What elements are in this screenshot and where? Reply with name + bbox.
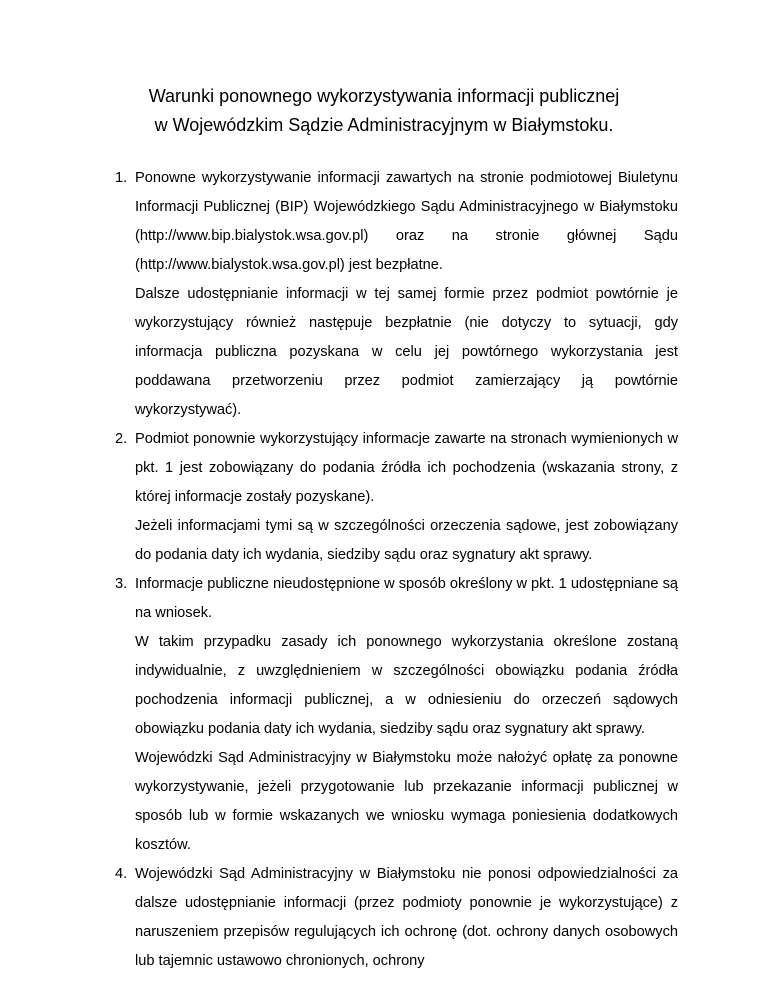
item-3-paragraph-1: Informacje publiczne nieudostępnione w sposób określony w pkt. 1 udostępniane są na wniosek.	[135, 576, 678, 621]
title-line-2: w Wojewódzkim Sądzie Administracyjnym w Białymstoku.	[154, 115, 614, 135]
list-item-1	[102, 164, 678, 425]
item-4-paragraph-1: Wojewódzki Sąd Administracyjny w Białymstoku nie ponosi odpowiedzialności za dalsze udostępnianie informacji (przez podmioty ponownie je wykorzystujące) z naruszeniem przepisów regulujących ich ochronę (dot. ochrony danych osobowych lub tajemnic ustawowo chronionych, ochrony	[135, 866, 678, 969]
item-3-paragraph-3: Wojewódzki Sąd Administracyjny w Białymstoku może nałożyć opłatę za ponowne wykorzystywanie, jeżeli przygotowanie lub przekazanie informacji publicznej w sposób lub w formie wskazanych we wniosku wymaga poniesienia dodatkowych kosztów.	[135, 750, 678, 853]
list-item-3	[102, 570, 678, 860]
document-title	[0, 82, 768, 140]
title-line-1: Warunki ponownego wykorzystywania informacji publicznej	[148, 86, 620, 106]
list-item-4	[102, 860, 678, 976]
item-1-paragraph-1: Ponowne wykorzystywanie informacji zawartych na stronie podmiotowej Biuletynu Informacji Publicznej (BIP) Wojewódzkiego Sądu Administracyjnego w Białymstoku (http://www.bip.bialystok.wsa.gov.pl) oraz na stronie głównej Sądu (http://www.bialystok.wsa.gov.pl) jest bezpłatne.	[135, 170, 678, 273]
item-number: 4.	[115, 866, 128, 882]
item-number: 2.	[115, 431, 128, 447]
list-item-2	[102, 425, 678, 570]
item-2-paragraph-2: Jeżeli informacjami tymi są w szczególności orzeczenia sądowe, jest zobowiązany do podania daty ich wydania, siedziby sądu oraz sygnatury akt sprawy.	[135, 518, 678, 563]
item-3-paragraph-2: W takim przypadku zasady ich ponownego wykorzystania określone zostaną indywidualnie, z uwzględnieniem w szczególności obowiązku podania źródła pochodzenia informacji publicznej, a w odniesieniu do orzeczeń sądowych obowiązku podania daty ich wydania, siedziby sądu oraz sygnatury akt sprawy.	[135, 634, 678, 737]
item-number: 1.	[115, 170, 128, 186]
item-1-paragraph-2: Dalsze udostępnianie informacji w tej samej formie przez podmiot powtórnie je wykorzystujący również następuje bezpłatnie (nie dotyczy to sytuacji, gdy informacja publiczna pozyskana w celu jej powtórnego wykorzystania jest poddawana przetworzeniu przez podmiot zamierzający ją powtórnie wykorzystywać).	[135, 286, 678, 418]
item-2-paragraph-1: Podmiot ponownie wykorzystujący informacje zawarte na stronach wymienionych w pkt. 1 jest zobowiązany do podania źródła ich pochodzenia (wskazania strony, z której informacje zostały pozyskane).	[135, 431, 678, 505]
conditions-list	[102, 164, 678, 976]
item-number: 3.	[115, 576, 128, 592]
